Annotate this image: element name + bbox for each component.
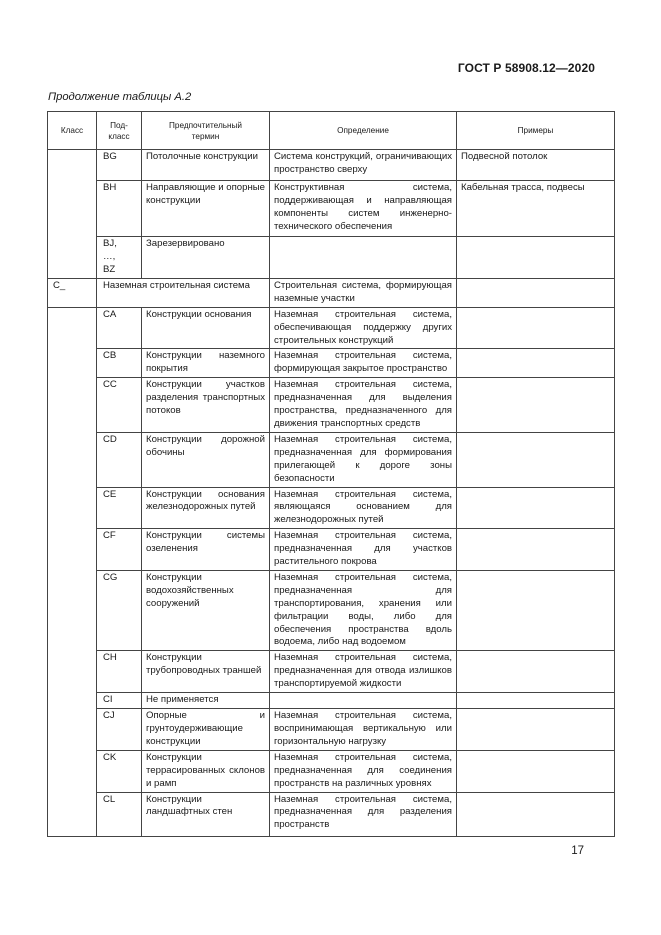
subclass-code: CA	[97, 307, 142, 349]
subclass-code: CB	[97, 349, 142, 378]
term-cell: Потолочные конструкции	[142, 150, 270, 181]
example-cell	[457, 278, 615, 307]
definition-cell: Наземная строительная система, являющаяся основанием для железнодорожных путей	[270, 487, 457, 529]
example-cell	[457, 307, 615, 349]
table-row	[48, 349, 615, 378]
definition-cell: Наземная строительная система, предназначенная для транспортирования, хранения или фильтрации воды, либо для обеспечения пространства вдоль водоема, либо над водоемом	[270, 570, 457, 650]
example-cell	[457, 237, 615, 279]
term-cell: Зарезервировано	[142, 237, 270, 279]
table-row	[48, 432, 615, 487]
definition-cell	[270, 237, 457, 279]
definition-cell	[270, 693, 457, 709]
table-row-class	[48, 278, 615, 307]
term-cell: Направляющие и опорные конструкции	[142, 181, 270, 237]
term-cell: Конструкции участков разделения транспортных потоков	[142, 378, 270, 433]
definition-cell: Наземная строительная система, формирующая закрытое пространство	[270, 349, 457, 378]
definition-cell: Наземная строительная система, предназначенная для формирования прилегающей к дороге зоны безопасности	[270, 432, 457, 487]
header-definition: Определение	[270, 112, 457, 150]
header-examples: Примеры	[457, 112, 615, 150]
term-cell: Конструкции системы озеленения	[142, 529, 270, 571]
subclass-code: BG	[97, 150, 142, 181]
definition-cell: Наземная строительная система, обеспечивающая поддержку других строительных конструкций	[270, 307, 457, 349]
subclass-code: CJ	[97, 709, 142, 751]
example-cell	[457, 432, 615, 487]
example-cell	[457, 693, 615, 709]
table-row	[48, 529, 615, 571]
table-row	[48, 651, 615, 693]
example-cell	[457, 792, 615, 836]
term-cell: Конструкции ландшафтных стен	[142, 792, 270, 836]
definition-cell: Наземная строительная система, предназначенная для отвода излишков транспортируемой жидкости	[270, 651, 457, 693]
example-cell	[457, 529, 615, 571]
term-cell: Опорные и грунтоудерживающие конструкции	[142, 709, 270, 751]
table-row	[48, 750, 615, 792]
example-cell	[457, 570, 615, 650]
example-cell	[457, 378, 615, 433]
subclass-code: CH	[97, 651, 142, 693]
class-cell-c-continued	[48, 307, 97, 836]
subclass-code: CL	[97, 792, 142, 836]
subclass-code: CE	[97, 487, 142, 529]
header-class: Класс	[48, 112, 97, 150]
subclass-code: CK	[97, 750, 142, 792]
term-cell: Конструкции трубопроводных траншей	[142, 651, 270, 693]
subclass-code: CD	[97, 432, 142, 487]
class-code: C_	[48, 278, 97, 307]
term-cell: Конструкции террасированных склонов и рамп	[142, 750, 270, 792]
definition-cell: Наземная строительная система, предназначенная для разделения пространств	[270, 792, 457, 836]
table-row	[48, 709, 615, 751]
term-cell: Конструкции наземного покрытия	[142, 349, 270, 378]
example-cell	[457, 750, 615, 792]
term-cell: Конструкции основания железнодорожных путей	[142, 487, 270, 529]
header-term: Предпочтительный термин	[142, 112, 270, 150]
table-row	[48, 150, 615, 181]
table-row	[48, 378, 615, 433]
example-cell	[457, 349, 615, 378]
table-row	[48, 487, 615, 529]
table-row	[48, 570, 615, 650]
subclass-code: BH	[97, 181, 142, 237]
table-row	[48, 307, 615, 349]
table-caption: Продолжение таблицы А.2	[48, 91, 192, 103]
page-number: 17	[571, 845, 584, 857]
example-cell	[457, 487, 615, 529]
subclass-code-range: BJ, …, BZ	[97, 237, 142, 279]
subclass-code: CG	[97, 570, 142, 650]
table-header-row	[48, 112, 615, 150]
classification-table	[47, 111, 615, 837]
definition-cell: Система конструкций, ограничивающих пространство сверху	[270, 150, 457, 181]
subclass-code: CI	[97, 693, 142, 709]
class-term-cell: Наземная строительная система	[97, 278, 270, 307]
table-row	[48, 693, 615, 709]
definition-cell: Наземная строительная система, воспринимающая вертикальную или горизонтальную нагрузку	[270, 709, 457, 751]
term-cell: Конструкции основания	[142, 307, 270, 349]
table-row	[48, 181, 615, 237]
subclass-code: CC	[97, 378, 142, 433]
example-cell: Кабельная трасса, подвесы	[457, 181, 615, 237]
standard-number: ГОСТ Р 58908.12—2020	[457, 61, 595, 75]
table-row	[48, 792, 615, 836]
definition-cell: Наземная строительная система, предназначенная для соединения пространств на различных уровнях	[270, 750, 457, 792]
table-row	[48, 237, 615, 279]
definition-cell: Строительная система, формирующая наземные участки	[270, 278, 457, 307]
class-cell-b-continued	[48, 150, 97, 279]
example-cell	[457, 709, 615, 751]
header-subclass: Под- класс	[97, 112, 142, 150]
example-cell	[457, 651, 615, 693]
term-cell: Конструкции водохозяйственных сооружений	[142, 570, 270, 650]
term-cell: Не применяется	[142, 693, 270, 709]
subclass-code: CF	[97, 529, 142, 571]
definition-cell: Конструктивная система, поддерживающая и направляющая компоненты систем инженерно-технического обеспечения	[270, 181, 457, 237]
definition-cell: Наземная строительная система, предназначенная для участков растительного покрова	[270, 529, 457, 571]
example-cell: Подвесной потолок	[457, 150, 615, 181]
term-cell: Конструкции дорожной обочины	[142, 432, 270, 487]
definition-cell: Наземная строительная система, предназначенная для выделения пространства, предназначенного для движения транспортных средств	[270, 378, 457, 433]
